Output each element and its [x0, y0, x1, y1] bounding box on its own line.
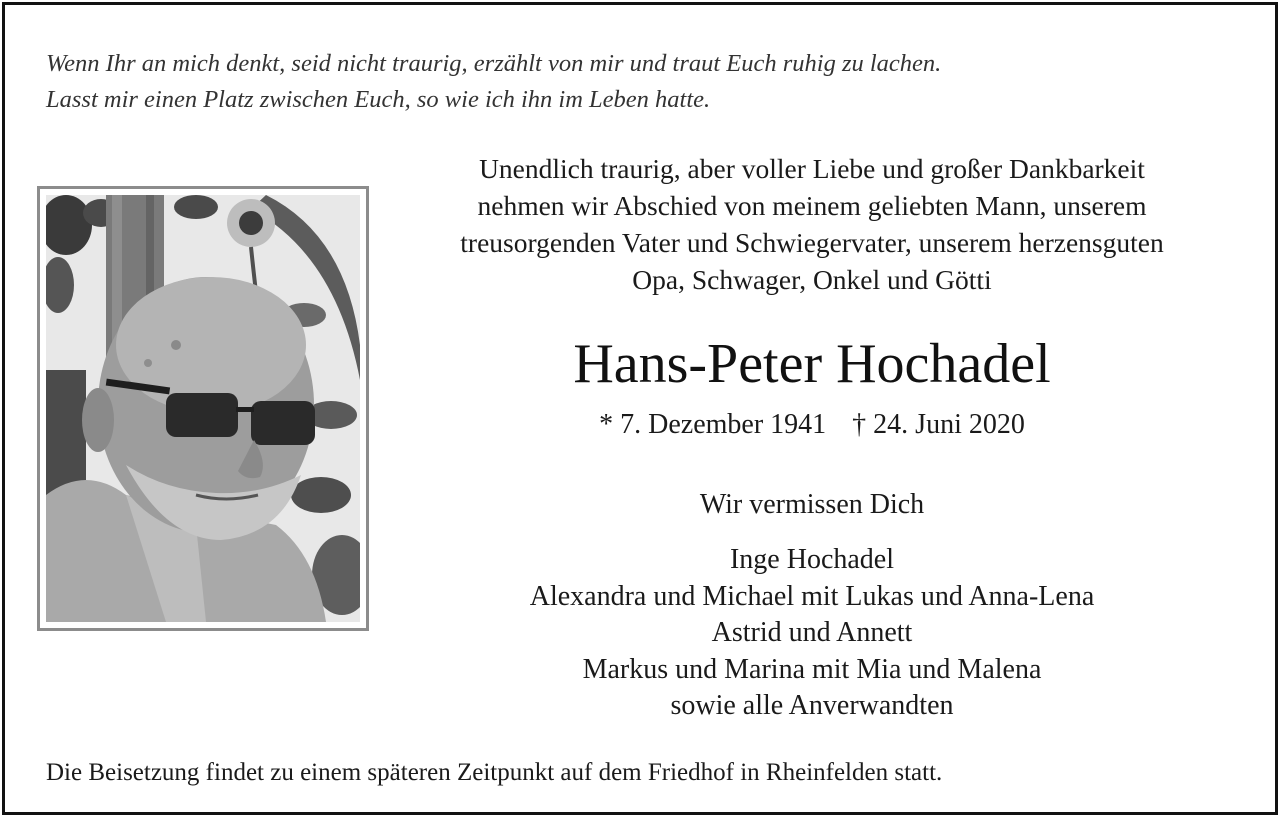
deceased-name: Hans-Peter Hochadel — [573, 333, 1051, 395]
portrait-photo-frame — [37, 186, 369, 631]
family-member: sowie alle Anverwandten — [670, 690, 954, 721]
motto-quote — [46, 46, 1196, 118]
family-member: Alexandra und Michael mit Lukas und Anna-Lena — [529, 580, 1095, 612]
death-date: † 24. Juni 2020 — [852, 409, 1025, 440]
family-list — [395, 542, 1229, 725]
life-dates — [395, 406, 1229, 444]
intro-text — [395, 150, 1229, 298]
intro-line-4: Opa, Schwager, Onkel und Götti — [632, 264, 992, 295]
intro-line-2: nehmen wir Abschied von meinem geliebten Mann, unserem — [477, 190, 1147, 221]
family-member: Markus und Marina mit Mia und Malena — [582, 653, 1042, 685]
burial-notice: Die Beisetzung findet zu einem späteren Zeitpunkt auf dem Friedhof in Rheinfelden statt. — [46, 759, 943, 786]
family-member: Inge Hochadel — [729, 544, 895, 575]
intro-line-3: treusorgenden Vater und Schwiegervater, unserem herzensguten — [460, 227, 1164, 258]
portrait-photo — [46, 195, 360, 622]
intro-line-1: Unendlich traurig, aber voller Liebe und großer Dankbarkeit — [479, 153, 1145, 184]
missed-text: Wir vermissen Dich — [699, 489, 925, 520]
motto-line-1: Wenn Ihr an mich denkt, seid nicht traurig, erzählt von mir und traut Euch ruhig zu lachen. — [46, 50, 942, 77]
motto-line-2: Lasst mir einen Platz zwischen Euch, so wie ich ihn im Leben hatte. — [46, 86, 711, 113]
family-member: Astrid und Annett — [711, 617, 913, 648]
birth-date: * 7. Dezember 1941 — [599, 409, 827, 440]
